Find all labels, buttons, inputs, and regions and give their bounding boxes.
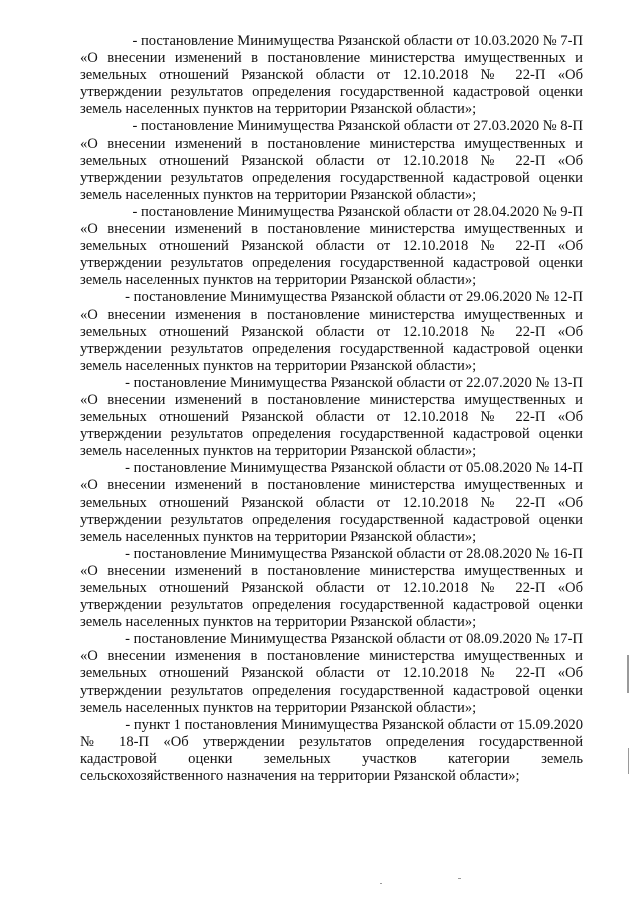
item-text: «О внесении изменений в постановление министерства имущественных и земельных отношений Рязанской области от 12.10.2018 № 22-П «Об утверждении результатов определения государственной кадастровой оценки земель населенных пунктов на территории Рязанской области»; (80, 391, 583, 460)
list-item (80, 460, 583, 545)
scan-mark (628, 748, 629, 774)
item-text: «О внесении изменения в постановление министерства имущественных и земельных отношений Рязанской области от 12.10.2018 № 22-П «Об утверждении результатов определения государственной кадастровой оценки земель населенных пунктов на территории Рязанской области»; (80, 306, 583, 374)
list-item (80, 118, 583, 203)
list-item (80, 631, 583, 716)
item-text: «О внесении изменений в постановление министерства имущественных и земельных отношений Рязанской области от 12.10.2018 № 22-П «Об утверждении результатов определения государственной кадастровой оценки земель населенных пунктов на территории Рязанской области»; (80, 221, 583, 289)
scan-mark (380, 883, 382, 884)
item-text: «О внесении изменений в постановление министерства имущественных и земельных отношений Рязанской области от 12.10.2018 № 22-П «Об утверждении результатов определения государственной кадастровой оценки земель населенных пунктов на территории Рязанской области»; (80, 477, 583, 545)
item-first-line: - постановление Минимущества Рязанской области от 08.09.2020 № 17-П (125, 631, 583, 648)
list-item (80, 375, 583, 460)
item-first-line: - постановление Минимущества Рязанской области от 05.08.2020 № 14-П (125, 460, 583, 477)
item-first-line: - постановление Минимущества Рязанской области от 22.07.2020 № 13-П (125, 374, 583, 391)
item-first-line: - постановление Минимущества Рязанской области от 28.04.2020 № 9-П (132, 203, 583, 220)
list-item (80, 204, 583, 289)
item-first-line: - постановление Минимущества Рязанской области от 10.03.2020 № 7-П (132, 33, 583, 49)
item-first-line: - постановление Минимущества Рязанской области от 27.03.2020 № 8-П (132, 118, 583, 135)
scan-mark (458, 878, 461, 879)
scan-mark (627, 655, 629, 693)
item-first-line: - постановление Минимущества Рязанской области от 29.06.2020 № 12-П (125, 289, 583, 306)
item-text: «О внесении изменений в постановление министерства имущественных и земельных отношений Рязанской области от 12.10.2018 № 22-П «Об утверждении результатов определения государственной кадастровой оценки земель населенных пунктов на территории Рязанской области»; (80, 135, 583, 203)
item-first-line: - пункт 1 постановления Минимущества Рязанской области от 15.09.2020 (125, 716, 583, 733)
item-text: «О внесении изменений в постановление министерства имущественных и земельных отношений Рязанской области от 12.10.2018 № 22-П «Об утверждении результатов определения государственной кадастровой оценки земель населенных пунктов на территории Рязанской области»; (80, 50, 583, 118)
list-item (80, 289, 583, 374)
list-item (80, 546, 583, 631)
item-text: «О внесении изменения в постановление министерства имущественных и земельных отношений Рязанской области от 12.10.2018 № 22-П «Об утверждении результатов определения государственной кадастровой оценки земель населенных пунктов на территории Рязанской области»; (80, 648, 583, 716)
item-text: «О внесении изменений в постановление министерства имущественных и земельных отношений Рязанской области от 12.10.2018 № 22-П «Об утверждении результатов определения государственной кадастровой оценки земель населенных пунктов на территории Рязанской области»; (80, 562, 583, 631)
item-first-line: - постановление Минимущества Рязанской области от 28.08.2020 № 16-П (125, 545, 583, 562)
list-item (80, 33, 583, 118)
list-item (80, 717, 583, 785)
document-body (80, 33, 583, 785)
item-text: № 18-П «Об утверждении результатов определения государственной кадастровой оценки земельных участков категории земель сельскохозяйственного назначения на территории Рязанской области»; (80, 733, 583, 785)
